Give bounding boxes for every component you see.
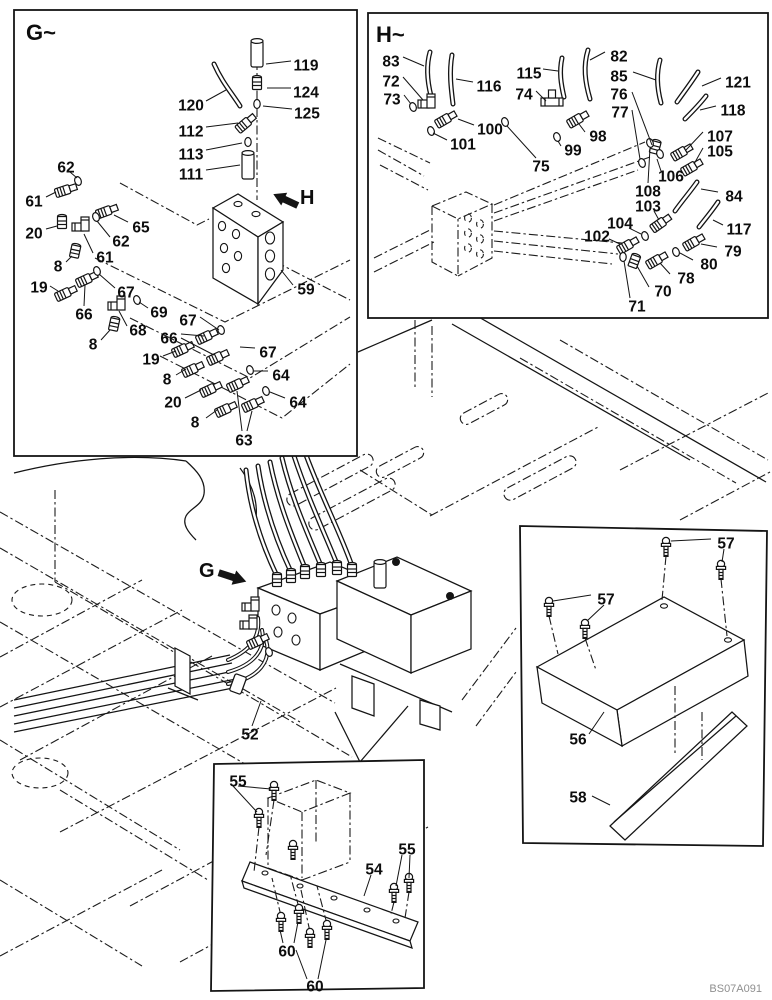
oring-icon [620,253,626,262]
callout-label: 57 [717,535,735,553]
cartridge-icon [251,39,263,67]
plug-fitting-icon [287,569,296,583]
figure-code: BS07A091 [709,983,762,995]
callout-label: 8 [88,336,98,354]
view-g-inset [14,10,357,456]
screw-head-icon [393,559,400,566]
callout-label: 19 [142,351,160,369]
callout-label: 65 [132,219,150,237]
detail-pointer-line [360,706,408,762]
callout-label: 79 [724,243,742,261]
callout-label: 54 [365,861,383,879]
callout-label: 107 [707,128,733,146]
callout-label: 108 [635,183,661,201]
callout-label: 124 [293,84,319,102]
callout-label: 20 [25,225,43,243]
plug-fitting-icon [348,563,357,577]
callout-label: 68 [129,322,147,340]
hose-ribbon [14,618,267,732]
callout-label: 71 [628,298,646,316]
callout-label: 63 [235,432,253,450]
callout-label: 55 [398,841,416,859]
callout-label: 66 [160,330,178,348]
callout-label: 61 [96,249,114,267]
callout-label: 84 [725,188,743,206]
callout-label: 60 [278,943,296,961]
callout-label: 116 [476,78,502,96]
callout-label: 75 [532,158,550,176]
cover-detail-inset [520,526,767,846]
callout-label: 67 [117,284,135,302]
screw-head-icon [447,593,454,600]
mount-detail-inset [211,760,424,991]
callout-label: 55 [229,773,247,791]
callout-label: 60 [306,978,324,996]
plug-fitting-icon [58,215,67,229]
view-g-label: G~ [26,20,56,45]
callout-label: 102 [584,228,610,246]
callout-label: 99 [564,142,582,160]
callout-label: 73 [383,91,401,109]
callout-label: 125 [294,105,320,123]
callout-label: 121 [725,74,751,92]
callout-label: 85 [610,68,628,86]
callout-label: 52 [241,726,259,744]
callout-label: 66 [75,306,93,324]
callout-label: 19 [30,279,48,297]
cartridge-icon [374,560,386,588]
callout-label: 77 [611,104,629,122]
leader-line [252,701,261,726]
callout-label: 113 [178,146,204,164]
callout-label: 98 [589,128,607,146]
plug-fitting-icon [333,561,342,575]
support-bracket [175,648,190,694]
callout-label: 64 [289,394,307,412]
callout-label: 78 [677,270,695,288]
control-box [337,557,471,730]
callout-label: 57 [597,591,615,609]
plug-fitting-icon [253,76,262,90]
callout-label: 104 [607,215,633,233]
hose-clamp [229,673,246,694]
hose-bundle [246,455,352,576]
callout-label: 67 [179,312,197,330]
callout-label: 8 [53,258,63,276]
callout-label: 69 [150,304,168,322]
callout-label: 59 [297,281,315,299]
callout-label: 82 [610,48,628,66]
callout-label: 67 [259,344,277,362]
elbow-fitting-icon [242,597,259,611]
callout-label: 74 [515,86,533,104]
view-h-marker: H [300,187,315,209]
oring-icon [245,138,251,147]
callout-label: 64 [272,367,290,385]
callout-label: 72 [382,73,400,91]
callout-label: 119 [293,57,319,75]
callout-label: 80 [700,256,718,274]
callout-label: 106 [658,168,684,186]
callout-label: 8 [190,414,200,432]
callout-label: 105 [707,143,733,161]
callout-label: 103 [635,198,661,216]
callout-label: 62 [57,159,75,177]
plug-fitting-icon [273,573,282,587]
callout-label: 111 [178,166,204,184]
callout-label: 70 [654,283,672,301]
view-g-arrow-icon [216,566,248,589]
callout-label: 20 [164,394,182,412]
callout-label: 117 [726,221,752,239]
callout-label: 100 [477,121,503,139]
callout-label: 8 [162,371,172,389]
plug-fitting-icon [317,563,326,577]
plug-fitting-icon [301,565,310,579]
view-g-marker: G [199,560,215,582]
callout-label: 118 [720,102,746,120]
callout-label: 76 [610,86,628,104]
callout-label: 56 [569,731,587,749]
view-h-label: H~ [376,22,405,47]
callout-label: 58 [569,789,587,807]
callout-label: 120 [178,97,204,115]
callout-label: 115 [516,65,542,83]
callout-label: 101 [450,136,476,154]
oring-icon [254,100,260,109]
callout-label: 62 [112,233,130,251]
callout-label: 61 [25,193,43,211]
callout-label: 83 [382,53,400,71]
elbow-fitting-icon [240,615,257,629]
callout-label: 112 [178,123,204,141]
cartridge-icon [242,151,254,179]
